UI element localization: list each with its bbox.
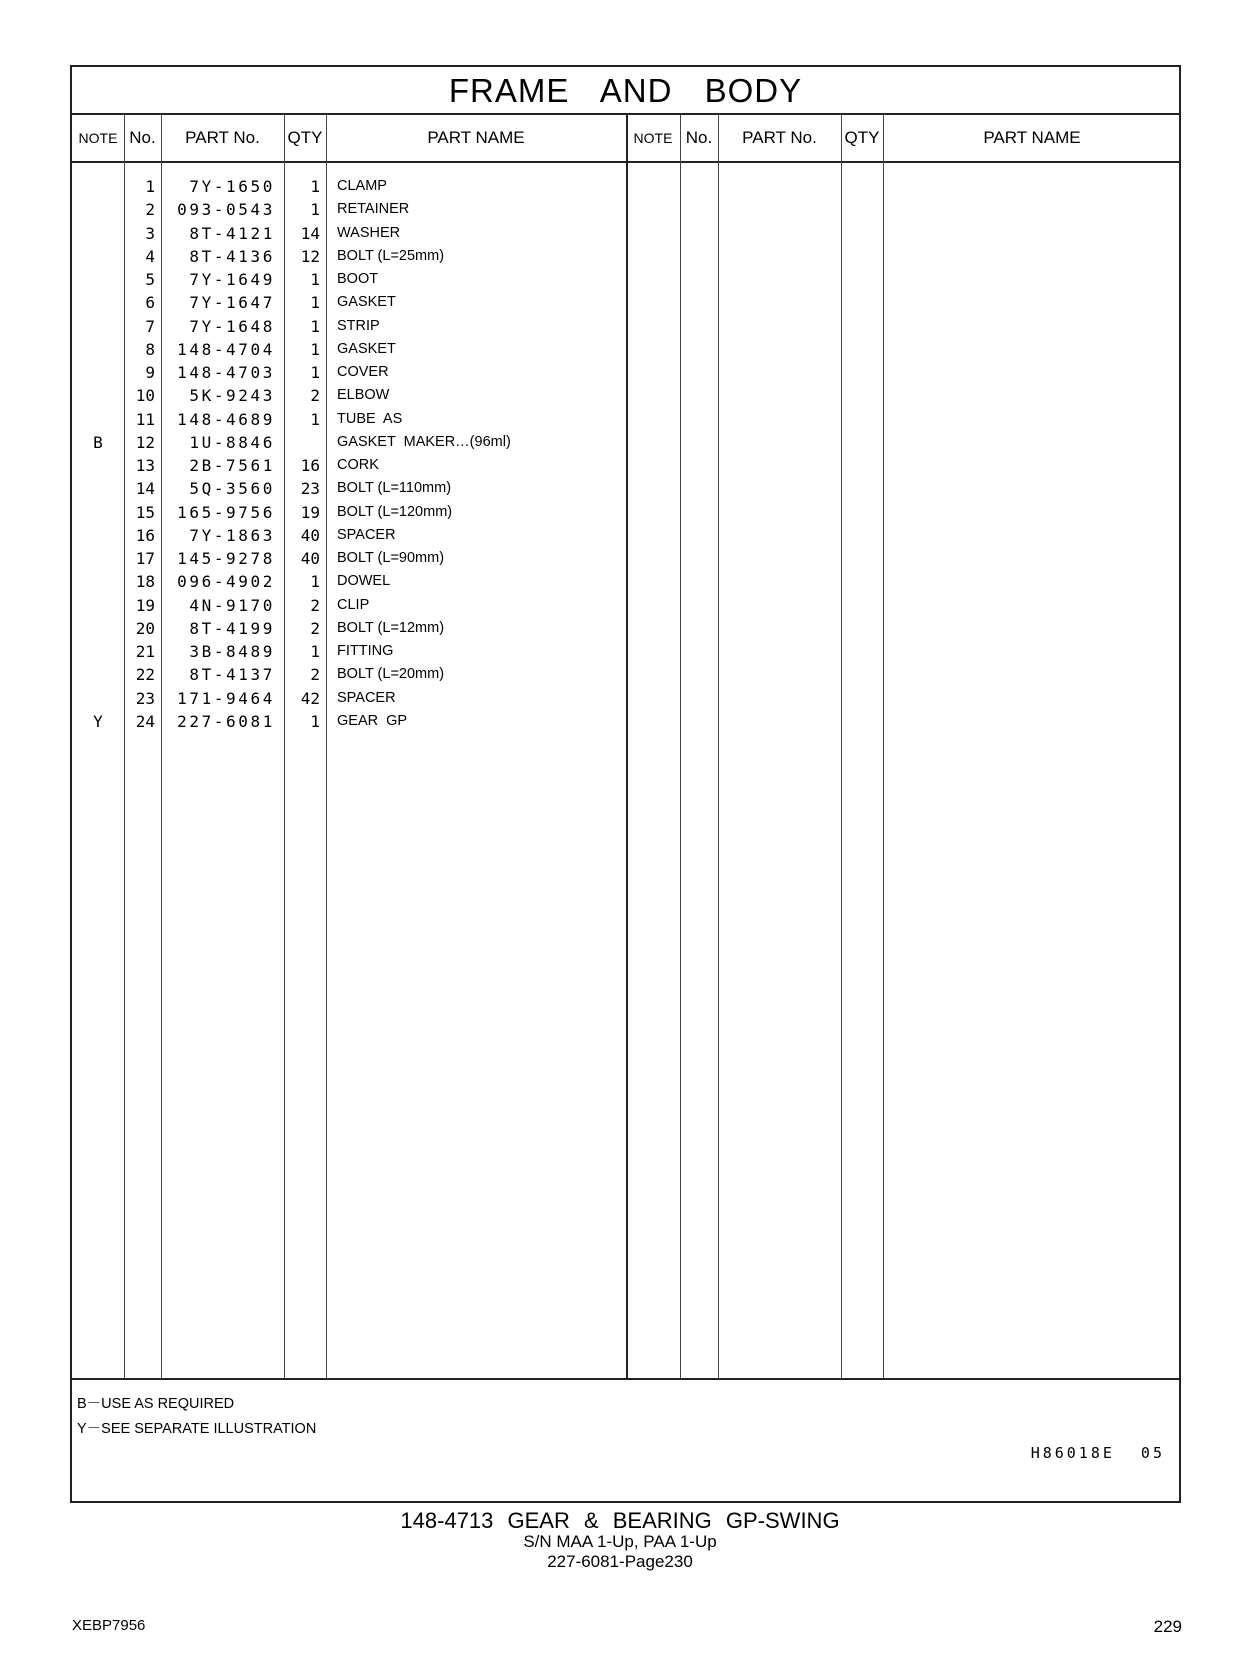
item-number-cell: 2 bbox=[145, 200, 155, 220]
part-name-cell: ELBOW bbox=[337, 387, 390, 404]
page-number: 229 bbox=[1153, 1617, 1182, 1636]
header-note-left: NOTE bbox=[78, 130, 118, 146]
table-row bbox=[72, 710, 1179, 733]
table-row bbox=[72, 594, 1179, 617]
page-reference: 227-6081-Page230 bbox=[547, 1552, 693, 1571]
header-part-name-left: PART NAME bbox=[427, 128, 525, 147]
part-name-cell: GASKET bbox=[337, 294, 396, 311]
note-cell bbox=[72, 315, 124, 338]
quantity-cell: 1 bbox=[310, 409, 320, 429]
item-number-cell: 19 bbox=[135, 595, 155, 615]
quantity-cell: 2 bbox=[310, 618, 320, 638]
header-note-right: NOTE bbox=[633, 130, 673, 146]
part-number-cell: 2B-7561 bbox=[189, 456, 275, 475]
note-cell bbox=[72, 268, 124, 291]
quantity-cell: 16 bbox=[300, 456, 320, 475]
item-number-cell: 13 bbox=[135, 456, 155, 475]
table-row bbox=[72, 338, 1179, 361]
table-row bbox=[72, 663, 1179, 686]
note-cell bbox=[72, 384, 124, 407]
part-name-cell: STRIP bbox=[337, 317, 380, 334]
note-cell bbox=[72, 687, 124, 710]
quantity-cell: 1 bbox=[310, 270, 320, 289]
item-number-cell: 7 bbox=[145, 316, 155, 336]
note-cell bbox=[72, 570, 124, 593]
part-name-cell: BOLT (L=25mm) bbox=[337, 247, 445, 264]
table-row bbox=[72, 570, 1179, 593]
item-number-cell: 12 bbox=[135, 432, 155, 452]
header-no-right: No. bbox=[685, 128, 713, 147]
quantity-cell: 40 bbox=[300, 525, 320, 545]
note-cell bbox=[72, 477, 124, 500]
part-number-cell: 8T-4199 bbox=[189, 618, 275, 638]
item-number-cell: 22 bbox=[135, 665, 155, 685]
note-cell: Y bbox=[93, 711, 103, 731]
item-number-cell: 18 bbox=[135, 572, 155, 592]
quantity-cell: 1 bbox=[310, 293, 320, 313]
part-name-cell: WASHER bbox=[337, 224, 401, 241]
section-title: FRAME AND BODY bbox=[72, 67, 1179, 115]
part-name-cell: RETAINER bbox=[337, 201, 410, 218]
part-number-cell: 148-4704 bbox=[177, 339, 275, 359]
quantity-cell: 19 bbox=[300, 502, 320, 522]
part-number-cell: 165-9756 bbox=[177, 502, 275, 522]
header-part-name-right: PART NAME bbox=[983, 128, 1081, 147]
part-name-cell: BOLT (L=12mm) bbox=[337, 619, 445, 636]
quantity-cell: 1 bbox=[310, 363, 320, 382]
part-name-cell: GASKET MAKER…(96ml) bbox=[337, 433, 511, 450]
header-qty-left: QTY bbox=[287, 128, 323, 147]
note-cell bbox=[72, 175, 124, 198]
part-name-cell: SPACER bbox=[337, 526, 396, 543]
note-cell bbox=[72, 594, 124, 617]
part-number-cell: 7Y-1648 bbox=[189, 316, 275, 336]
note-cell bbox=[72, 640, 124, 663]
item-number-cell: 4 bbox=[145, 246, 155, 266]
part-name-cell: BOLT (L=20mm) bbox=[337, 666, 445, 683]
quantity-cell: 1 bbox=[310, 316, 320, 336]
note-cell bbox=[72, 361, 124, 384]
part-number-cell: 171-9464 bbox=[177, 688, 275, 708]
part-name-cell: TUBE AS bbox=[337, 410, 403, 427]
table-row bbox=[72, 408, 1179, 431]
table-row bbox=[72, 617, 1179, 640]
part-name-cell: BOOT bbox=[337, 271, 379, 287]
part-number-cell: 5K-9243 bbox=[189, 386, 275, 406]
header-part-no-right: PART No. bbox=[742, 128, 817, 147]
part-number-cell: 8T-4121 bbox=[189, 223, 275, 243]
item-number-cell: 16 bbox=[135, 525, 155, 545]
part-number-cell: 7Y-1863 bbox=[189, 525, 275, 545]
item-number-cell: 3 bbox=[145, 223, 155, 243]
parts-table-frame bbox=[70, 65, 1181, 1503]
serial-range: S/N MAA 1-Up, PAA 1-Up bbox=[523, 1532, 717, 1551]
quantity-cell: 42 bbox=[300, 688, 320, 708]
table-row bbox=[72, 198, 1179, 221]
item-number-cell: 1 bbox=[145, 177, 155, 196]
header-part-no-left: PART No. bbox=[185, 128, 260, 147]
table-row bbox=[72, 222, 1179, 245]
part-name-cell: COVER bbox=[337, 364, 389, 380]
part-number-cell: 148-4703 bbox=[177, 363, 275, 382]
table-row bbox=[72, 175, 1179, 198]
quantity-cell: 2 bbox=[310, 386, 320, 406]
part-name-cell: SPACER bbox=[337, 689, 396, 706]
note-cell bbox=[72, 617, 124, 640]
part-name-cell: BOLT (L=110mm) bbox=[337, 480, 452, 497]
note-cell bbox=[72, 408, 124, 431]
quantity-cell: 1 bbox=[310, 177, 320, 196]
item-number-cell: 8 bbox=[145, 339, 155, 359]
item-number-cell: 20 bbox=[135, 618, 155, 638]
item-number-cell: 6 bbox=[145, 293, 155, 313]
quantity-cell: 1 bbox=[310, 711, 320, 731]
part-number-cell: 148-4689 bbox=[177, 409, 275, 429]
quantity-cell: 23 bbox=[300, 479, 320, 499]
assembly-title: 148-4713 GEAR & BEARING GP-SWING bbox=[400, 1508, 840, 1533]
note-cell bbox=[72, 198, 124, 221]
table-row bbox=[72, 291, 1179, 314]
part-number-cell: 4N-9170 bbox=[189, 595, 275, 615]
table-row bbox=[72, 547, 1179, 570]
item-number-cell: 21 bbox=[135, 642, 155, 661]
table-row bbox=[72, 501, 1179, 524]
table-row bbox=[72, 245, 1179, 268]
note-cell bbox=[72, 338, 124, 361]
illustration-code: H86018E 05 bbox=[1030, 1444, 1165, 1462]
part-name-cell: FITTING bbox=[337, 643, 394, 659]
quantity-cell: 1 bbox=[310, 339, 320, 359]
header-qty-right: QTY bbox=[844, 128, 880, 147]
quantity-cell: 1 bbox=[310, 200, 320, 220]
quantity-cell: 2 bbox=[310, 595, 320, 615]
table-footer bbox=[72, 1378, 1179, 1503]
part-name-cell: BOLT (L=90mm) bbox=[337, 550, 445, 566]
note-cell bbox=[72, 454, 124, 477]
item-number-cell: 23 bbox=[135, 688, 155, 708]
part-number-cell: 227-6081 bbox=[177, 711, 275, 731]
part-name-cell: GEAR GP bbox=[337, 712, 408, 729]
part-number-cell: 1U-8846 bbox=[189, 432, 275, 452]
part-name-cell: BOLT (L=120mm) bbox=[337, 503, 453, 520]
item-number-cell: 14 bbox=[135, 479, 155, 499]
item-number-cell: 10 bbox=[135, 386, 155, 406]
header-no-left: No. bbox=[129, 128, 156, 147]
note-cell bbox=[72, 663, 124, 686]
part-name-cell: GASKET bbox=[337, 340, 396, 357]
table-row bbox=[72, 524, 1179, 547]
quantity-cell: 40 bbox=[300, 549, 320, 568]
part-number-cell: 7Y-1647 bbox=[189, 293, 275, 313]
part-number-cell: 145-9278 bbox=[177, 549, 275, 568]
quantity-cell: 1 bbox=[310, 572, 320, 592]
table-row bbox=[72, 477, 1179, 500]
quantity-cell: 2 bbox=[310, 665, 320, 685]
part-number-cell: 8T-4137 bbox=[189, 665, 275, 685]
note-cell bbox=[72, 222, 124, 245]
table-row bbox=[72, 431, 1179, 454]
legend-y: Y－SEE SEPARATE ILLUSTRATION bbox=[77, 1421, 317, 1437]
part-number-cell: 5Q-3560 bbox=[189, 479, 275, 499]
note-cell bbox=[72, 291, 124, 314]
part-name-cell: CORK bbox=[337, 457, 379, 473]
note-cell bbox=[72, 245, 124, 268]
note-cell bbox=[72, 547, 124, 570]
quantity-cell: 1 bbox=[310, 642, 320, 661]
item-number-cell: 17 bbox=[135, 549, 155, 568]
table-row bbox=[72, 268, 1179, 291]
quantity-cell: 12 bbox=[300, 246, 320, 266]
part-name-cell: DOWEL bbox=[337, 573, 391, 590]
table-row bbox=[72, 454, 1179, 477]
part-number-cell: 096-4902 bbox=[177, 572, 275, 592]
part-name-cell: CLAMP bbox=[337, 178, 387, 194]
note-cell bbox=[72, 524, 124, 547]
part-number-cell: 3B-8489 bbox=[189, 642, 275, 661]
part-number-cell: 8T-4136 bbox=[189, 246, 275, 266]
item-number-cell: 11 bbox=[135, 409, 155, 429]
quantity-cell: 14 bbox=[300, 223, 320, 243]
table-row bbox=[72, 687, 1179, 710]
item-number-cell: 9 bbox=[145, 363, 155, 382]
part-name-cell: CLIP bbox=[337, 596, 370, 613]
table-row bbox=[72, 384, 1179, 407]
table-row bbox=[72, 315, 1179, 338]
part-number-cell: 7Y-1649 bbox=[189, 270, 275, 289]
note-cell bbox=[72, 501, 124, 524]
part-number-cell: 7Y-1650 bbox=[189, 177, 275, 196]
quantity-cell bbox=[284, 431, 320, 454]
legend-b: B－USE AS REQUIRED bbox=[77, 1396, 235, 1412]
note-cell: B bbox=[93, 432, 103, 452]
table-row bbox=[72, 361, 1179, 384]
item-number-cell: 5 bbox=[145, 270, 155, 289]
item-number-cell: 24 bbox=[135, 711, 155, 731]
document-id: XEBP7956 bbox=[72, 1617, 146, 1634]
item-number-cell: 15 bbox=[135, 502, 155, 522]
part-number-cell: 093-0543 bbox=[177, 200, 275, 220]
table-row bbox=[72, 640, 1179, 663]
